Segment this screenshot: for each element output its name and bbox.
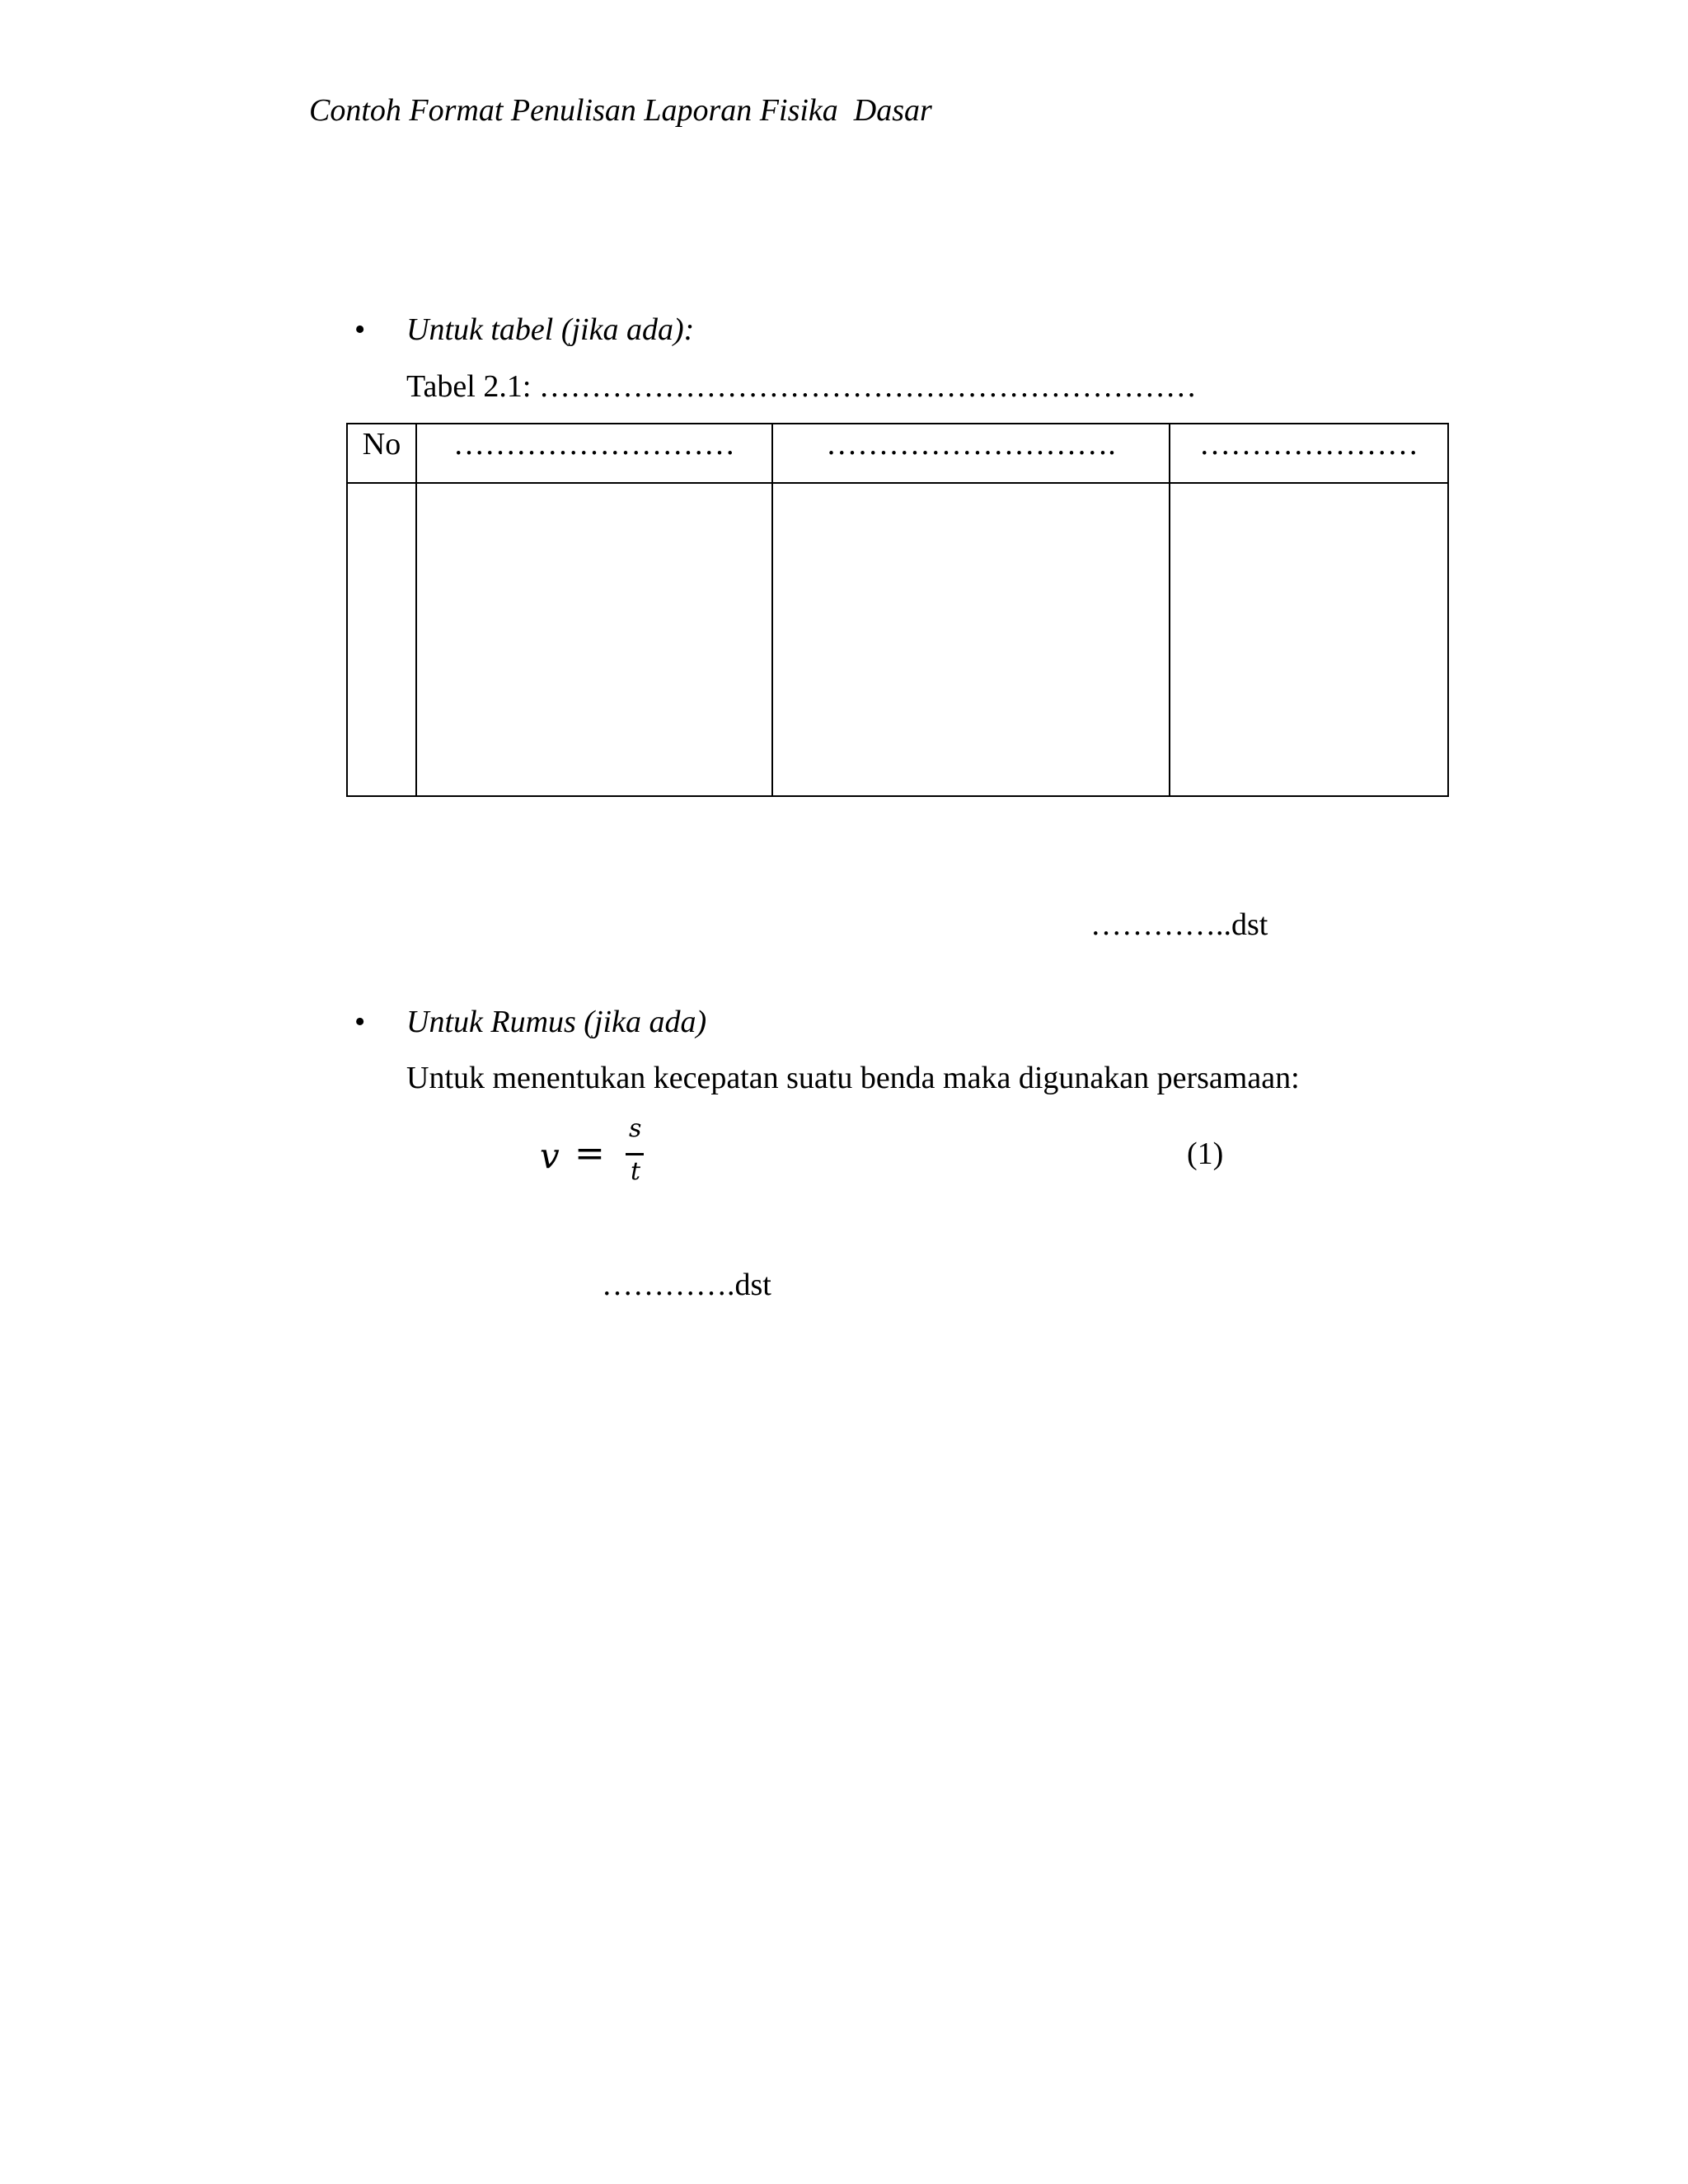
- table-header-no: No: [347, 424, 416, 483]
- document-header: Contoh Format Penulisan Laporan Fisika Dasar: [309, 93, 932, 128]
- bullet-icon: •: [354, 1005, 366, 1039]
- table-cell: [416, 483, 772, 796]
- bullet-icon: •: [354, 312, 366, 347]
- table-header-row: [347, 424, 1448, 483]
- data-table: [346, 423, 1449, 797]
- equation-number: (1): [1187, 1137, 1224, 1171]
- table-continuation-text: …………..dst: [1090, 907, 1268, 942]
- table-header-col-2: ………………………: [416, 424, 772, 483]
- formula-intro-text: Untuk menentukan kecepatan suatu benda maka digunakan persamaan:: [406, 1061, 1300, 1095]
- formula-bullet-label: Untuk Rumus (jika ada): [406, 1005, 707, 1039]
- formula-lhs: v: [540, 1136, 560, 1176]
- table-row: [347, 483, 1448, 796]
- table-bullet-label: Untuk tabel (jika ada):: [406, 312, 695, 347]
- table-cell: [772, 483, 1170, 796]
- table-cell: [347, 483, 416, 796]
- formula-continuation-text: ………….dst: [602, 1268, 771, 1302]
- table-caption: Tabel 2.1: ………………………………………………………: [406, 369, 1197, 404]
- table-cell: [1170, 483, 1448, 796]
- table-header-col-3: ……………………….: [772, 424, 1170, 483]
- fraction-bar: [626, 1153, 644, 1155]
- formula-numerator: s: [629, 1114, 642, 1143]
- table-header-col-4: …………………: [1170, 424, 1448, 483]
- velocity-formula: [540, 1114, 655, 1197]
- formula-equals: =: [574, 1132, 605, 1174]
- formula-denominator: t: [631, 1157, 641, 1186]
